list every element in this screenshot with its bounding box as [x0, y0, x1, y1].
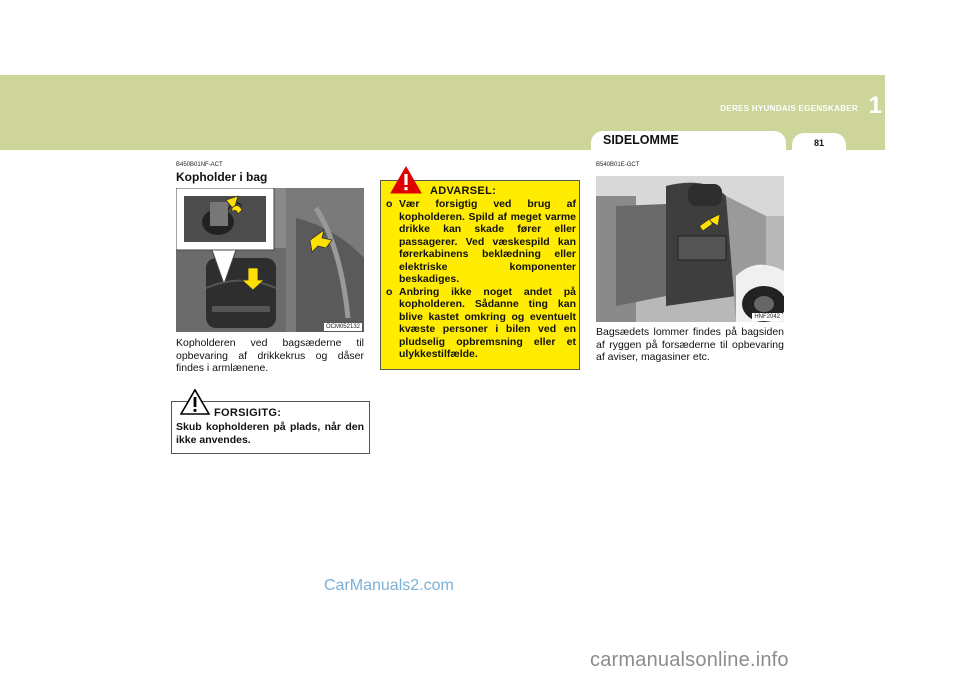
bullet: o	[386, 285, 393, 298]
warning-list	[385, 198, 576, 361]
section-code: B450B01NF-ACT	[176, 162, 223, 168]
page-number-tab	[792, 133, 846, 150]
warning-item	[385, 286, 576, 361]
section-tab-label: SIDELOMME	[603, 133, 679, 147]
warning-title: ADVARSEL:	[430, 185, 497, 197]
section-tab	[591, 131, 786, 150]
bullet: o	[386, 198, 393, 210]
section-heading: Kopholder i bag	[176, 170, 268, 184]
seat-pocket-description: Bagsædets lommer findes på bagsiden af ryggen på forsæderne til opbevaring af aviser, magasiner etc.	[596, 326, 784, 363]
page-number: 81	[813, 138, 824, 148]
warning-item-text: Anbring ikke noget andet på kopholderen. Sådanne ting kan blive kastet omkring og eventuelt kvæste personer i bilen ved en pludselig opbremsning eller et ulykkestilfælde.	[399, 285, 576, 360]
caution-title: FORSIGITG:	[214, 407, 282, 419]
chapter-title: DERES HYUNDAIS EGENSKABER	[720, 104, 858, 113]
seat-pocket-photo	[596, 176, 784, 322]
seat-pocket-illustration	[596, 176, 784, 322]
footer-site: carmanualsonline.info	[590, 649, 789, 671]
warning-item-text: Vær forsigtig ved brug af kopholderen. Spild af meget varme drikke kan skade fører eller passagerer. Ved væskespild kan førerkabinens beklædning eller elektriske komponenter beskadiges.	[399, 198, 576, 285]
image-code: HNF2042	[754, 314, 780, 320]
cup-holder-illustration	[176, 188, 364, 332]
section-code: B540B01E-GCT	[596, 162, 640, 168]
caution-triangle-icon	[180, 389, 210, 420]
caution-text: Skub kopholderen på plads, når den ikke anvendes.	[176, 421, 364, 446]
cup-holder-photo	[176, 188, 364, 332]
warning-box	[380, 180, 580, 370]
cup-holder-description: Kopholderen ved bagsæderne til opbevaring af drikkekrus og dåser findes i armlænene.	[176, 337, 364, 374]
watermark: CarManuals2.com	[324, 577, 454, 594]
warning-item	[385, 198, 576, 286]
image-code: OCM052132	[325, 324, 360, 330]
warning-triangle-icon	[390, 166, 422, 199]
chapter-number: 1	[868, 92, 882, 119]
